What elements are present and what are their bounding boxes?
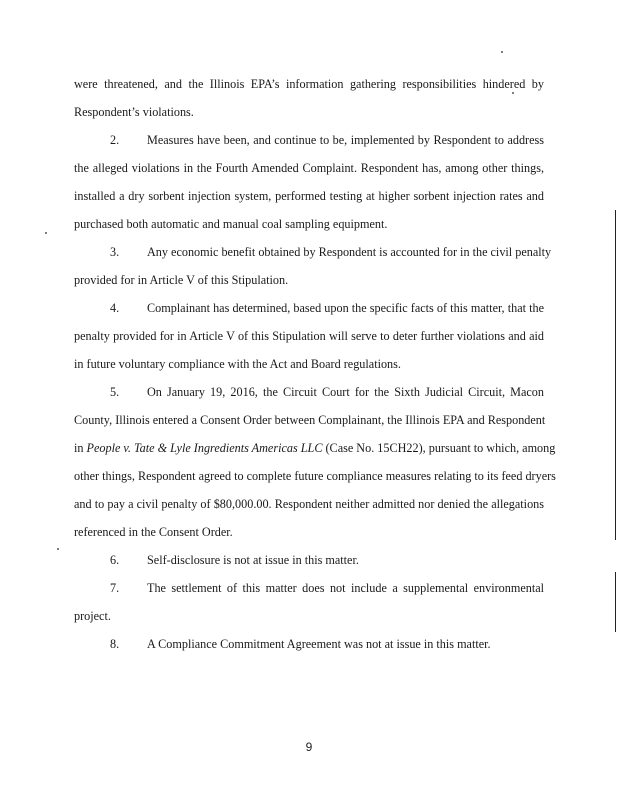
- text-line: purchased both automatic and manual coal sampling equipment.: [74, 217, 388, 231]
- text-line: and to pay a civil penalty of $80,000.00. Respondent neither admitted nor denied the allegations: [74, 497, 544, 511]
- paragraph-number: 5.: [110, 385, 120, 399]
- paragraph-6-first-line: [110, 553, 544, 568]
- text-line: in future voluntary compliance with the Act and Board regulations.: [74, 357, 401, 371]
- text-line: penalty provided for in Article V of this Stipulation will serve to deter further violations and aid: [74, 329, 544, 343]
- text-line: County, Illinois entered a Consent Order between Complainant, the Illinois EPA and Respondent: [74, 413, 546, 427]
- paragraph-number: 7.: [110, 581, 120, 595]
- text-line: installed a dry sorbent injection system, performed testing at higher sorbent injection rates and: [74, 189, 544, 203]
- text-fragment: (Case No. 15CH22), pursuant to which, among: [322, 441, 556, 455]
- page-number: 9: [305, 740, 313, 754]
- case-name: People v. Tate & Lyle Ingredients Americas LLC: [86, 441, 323, 455]
- scan-speck: [501, 51, 503, 53]
- paragraph-7-first-line: [110, 581, 544, 596]
- paragraph-number: 4.: [110, 301, 120, 315]
- paragraph-2-first-line: [110, 133, 544, 148]
- scan-margin-line: [615, 210, 616, 540]
- text-line: Measures have been, and continue to be, implemented by Respondent to address: [147, 133, 544, 147]
- text-line: provided for in Article V of this Stipulation.: [74, 273, 289, 287]
- text-line: project.: [74, 609, 111, 623]
- text-line: Any economic benefit obtained by Respondent is accounted for in the civil penalty: [147, 245, 552, 259]
- paragraph-8-first-line: [110, 637, 544, 652]
- scan-speck: [45, 232, 47, 234]
- paragraph-5-first-line: [110, 385, 544, 400]
- scan-speck: [57, 548, 59, 550]
- paragraph-number: 6.: [110, 553, 120, 567]
- scan-speck: [512, 92, 514, 94]
- paragraph-number: 8.: [110, 637, 120, 651]
- text-fragment: in: [74, 441, 87, 455]
- text-line: On January 19, 2016, the Circuit Court for the Sixth Judicial Circuit, Macon: [147, 385, 544, 399]
- text-line: Self-disclosure is not at issue in this matter.: [147, 553, 359, 567]
- scan-margin-line: [615, 572, 616, 632]
- text-line: were threatened, and the Illinois EPA’s information gathering responsibilities hindered by: [74, 77, 544, 91]
- paragraph-number: 3.: [110, 245, 120, 259]
- text-line: Complainant has determined, based upon the specific facts of this matter, that the: [147, 301, 544, 315]
- text-line: the alleged violations in the Fourth Amended Complaint. Respondent has, among other things,: [74, 161, 544, 175]
- paragraph-4-first-line: [110, 301, 544, 316]
- paragraph-number: 2.: [110, 133, 120, 147]
- text-line: referenced in the Consent Order.: [74, 525, 233, 539]
- paragraph-3-first-line: [110, 245, 552, 260]
- text-line: A Compliance Commitment Agreement was not at issue in this matter.: [147, 637, 491, 651]
- case-citation-line: [74, 441, 556, 456]
- text-line: Respondent’s violations.: [74, 105, 194, 119]
- text-line: The settlement of this matter does not include a supplemental environmental: [147, 581, 544, 595]
- text-line: other things, Respondent agreed to complete future compliance measures relating to its feed dryers: [74, 469, 556, 483]
